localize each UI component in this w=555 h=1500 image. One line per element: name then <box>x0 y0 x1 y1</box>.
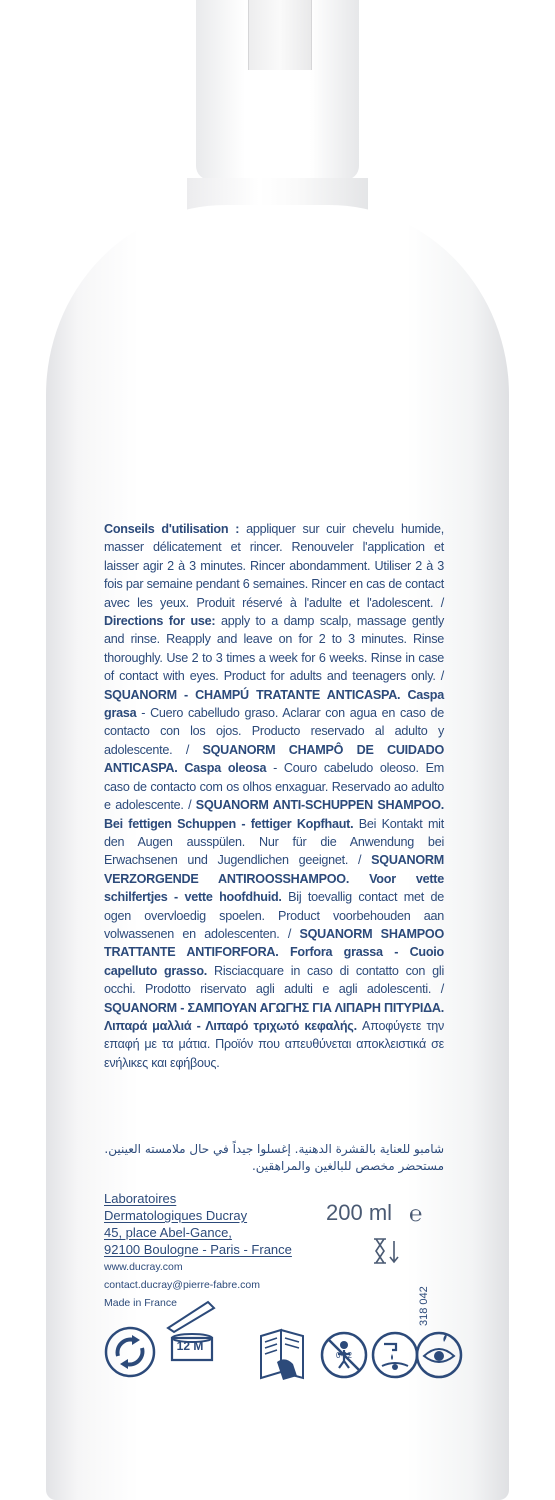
de-text: Bei Kontakt mit den Augen ausspülen. Nur für die Anwendung bei Erwachsenen und Jugendlichen geeignet. / <box>104 816 444 868</box>
maker-line3: 45, place Abel-Gance, <box>104 1225 232 1240</box>
directions-label <box>104 520 444 1072</box>
hourglass-icon <box>372 1237 406 1267</box>
pao-label: 12 M <box>176 1339 204 1353</box>
estimate-mark: ℮ <box>409 1201 423 1226</box>
nl-heading: SQUANORM VERZORGENDE ANTIROOSSHAMPOO. Voor vette schilfertjes - vette hoofdhuid. <box>104 853 444 905</box>
it-heading: SQUANORM SHAMPOO TRATTANTE ANTIFORFORA. Forfora grassa - Cuoio capelluto grasso. <box>104 926 445 978</box>
recycle-icon <box>104 1326 156 1378</box>
es-heading: SQUANORM - CHAMPÚ TRATANTE ANTICASPA. Caspa grasa <box>104 687 444 721</box>
maker-website: www.ducray.com <box>104 1261 183 1273</box>
maker-line4: 92100 Boulogne - Paris - France <box>104 1242 292 1257</box>
age-warning: 0-12 <box>335 1351 352 1360</box>
maker-email: contact.ducray@pierre-fabre.com <box>104 1279 260 1291</box>
maker-line1: Laboratoires <box>104 1191 177 1206</box>
gr-text: Αποφύγετε την επαφή με τα μάτια. Προϊόν που απευθύνεται αποκλειστικά σε ενήλικες και εφήβους. <box>104 1018 444 1070</box>
fr-text: appliquer sur cuir chevelu humide, masser délicatement et rincer. Renouveler l'application et laisser agir 2 à 3 minutes. Rincer abondamment. Utiliser 2 à 3 fois par semaine pendant 6 semaines. Rincer en cas de contact avec les yeux. Produit réservé à l'adulte et l'adolescent. / <box>104 522 444 610</box>
de-heading: SQUANORM ANTI-SCHUPPEN SHAMPOO. Bei fettigen Schuppen - fettiger Kopfhaut. <box>104 798 444 831</box>
lot-code: 318 042 <box>418 1286 430 1326</box>
maker-line2: Dermatologiques Ducray <box>104 1208 248 1223</box>
cap-hinge <box>248 0 312 70</box>
nl-text: Bij toevallig contact met de ogen overvloedig spoelen. Product voorbehouden aan volwassenen en adolescenten. / <box>104 890 444 941</box>
es-text: - Cuero cabelludo graso. Aclarar con agua en caso de contacto con los ojos. Producto reservado al adulto y adolescente. / <box>104 706 444 757</box>
rinse-icon <box>370 1330 420 1380</box>
fr-heading: Conseils d'utilisation : <box>104 522 247 536</box>
info-leaflet-icon <box>257 1326 315 1382</box>
en-text: apply to a damp scalp, massage gently and rinse. Reapply and leave on for 2 to 3 minutes. Rinse thoroughly. Use 2 to 3 times a week for 6 weeks. Rinse in case of contact with eyes. Product for adults and teenagers only. / <box>104 614 445 684</box>
gr-heading: SQUANORM - ΣΑΜΠΟΥΑΝ ΑΓΩΓΗΣ ΓΙΑ ΛΙΠΑΡΗ ΠΙΤΥΡΙΔΑ. Λιπαρά μαλλιά - Λιπαρό τριχωτό κεφαλής. <box>104 1000 444 1033</box>
eye-icon <box>414 1330 464 1380</box>
maker-origin: Made in France <box>104 1297 177 1309</box>
en-heading: Directions for use: <box>104 614 222 629</box>
arabic-text: شامبو للعناية بالقشرة الدهنية. إغسلوا جيداً في حال ملامسته العينين. مستحضر مخصص للبالغين والمراهقين. <box>104 1142 444 1173</box>
pt-text: - Couro cabeludo oleoso. Em caso de contacto com os olhos enxaguar. Reservado ao adulto e adolescente. / <box>104 761 444 813</box>
it-text: Risciacquare in caso di contatto con gli occhi. Prodotto riservato agli adulti e agli adolescenti. / <box>104 963 445 997</box>
pao-jar-icon <box>162 1294 222 1366</box>
pt-heading: SQUANORM CHAMPÔ DE CUIDADO ANTICASPA. Caspa oleosa <box>104 742 445 776</box>
volume-text: 200 ml <box>326 1200 393 1225</box>
